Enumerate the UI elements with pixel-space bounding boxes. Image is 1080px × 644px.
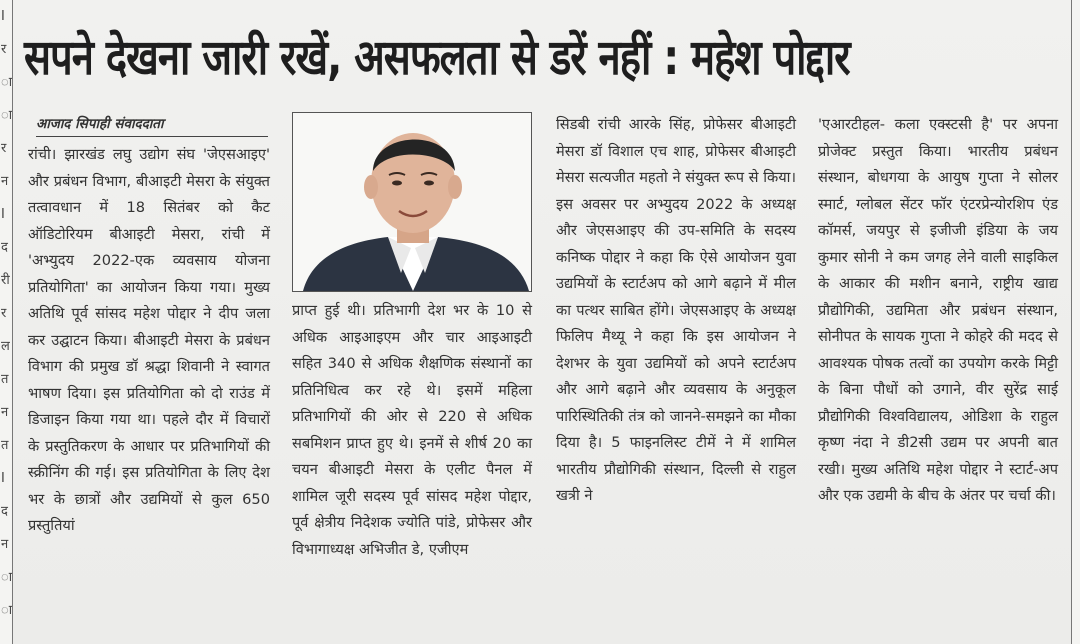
strip-glyph: द <box>1 240 8 255</box>
strip-glyph: ा <box>1 570 13 585</box>
strip-glyph: न <box>1 174 9 189</box>
adjacent-column-fragment <box>0 0 13 644</box>
strip-glyph: I <box>1 9 5 24</box>
strip-glyph: त <box>1 372 9 387</box>
right-margin-strip <box>1071 0 1080 644</box>
portrait-photo <box>292 112 532 292</box>
column-2-text: प्राप्त हुई थी। प्रतिभागी देश भर के 10 से अधिक आइआइएम और चार आइआइटी सहित 340 से अधिक शैक्षणिक संस्थानों का प्रतिनिधित्व कर रहे थे। इसमें महिला प्रतिभागियों की ओर से 220 से अधिक सबमिशन प्राप्त हुए थे। इनमें से शीर्ष 20 का चयन बीआइटी मेसरा के एलीट पैनल में शामिल जूरी सदस्य पूर्व सांसद महेश पोद्दार, पूर्व क्षेत्रीय निदेशक ज्योति पांडे, प्रोफेसर और विभागाध्यक्ष अभिजीत डे, एजीएम <box>292 302 532 558</box>
article-column-3 <box>556 112 796 510</box>
portrait-illustration <box>293 113 531 291</box>
strip-glyph: र <box>1 42 7 57</box>
column-3-text: सिडबी रांची आरके सिंह, प्रोफेसर बीआइटी मेसरा डॉ विशाल एच शाह, प्रोफेसर बीआइटी मेसरा सत्यजीत महतो ने संयुक्त रूप से किया। इस अवसर पर अभ्युदय 2022 के अध्यक्ष और जेएसआइए की उप-समिति के सदस्य कनिष्क पोद्दार ने कहा कि ऐसे आयोजन युवा उद्यमियों के स्टार्टअप को आगे बढ़ाने में मील का पत्थर साबित होंगे। जेएसआइए के अध्यक्ष फिलिप मैथ्यू ने कहा कि इस आयोजन ने देशभर के युवा उद्यमियों को अपने स्टार्टअप और आगे बढ़ाने और व्यवसाय के अनुकूल पारिस्थितिकी तंत्र को जानने-समझने का मौका दिया है। 5 फाइनलिस्ट टीमें ने में शामिल भारतीय प्रौद्योगिकी संस्थान, दिल्ली से राहुल खत्री ने <box>556 116 796 504</box>
strip-glyph: र <box>1 141 7 156</box>
strip-glyph: ा <box>1 108 13 123</box>
strip-glyph: ल <box>1 339 10 354</box>
article-column-2 <box>292 298 532 563</box>
article-column-1 <box>28 142 270 540</box>
column-1-text: रांची। झारखंड लघु उद्योग संघ 'जेएसआइए' और प्रबंधन विभाग, बीआइटी मेसरा के संयुक्त तत्वावधान में 18 सितंबर को कैट ऑडिटोरियम बीआइटी मेसरा, रांची में 'अभ्युदय 2022-एक व्यवसाय योजना प्रतियोगिता' का आयोजन किया गया। मुख्य अतिथि पूर्व सांसद महेश पोद्दार ने दीप जला कर उद्घाटन किया। बीआइटी मेसरा के प्रबंधन विभाग की प्रमुख डॉ श्रद्धा शिवानी ने स्वागत भाषण दिया। इस प्रतियोगिता को दो राउंड में डिजाइन किया गया था। पहले दौर में विचारों के प्रस्तुतिकरण के आधार पर प्रतिभागियों की स्क्रीनिंग की गई। इस प्रतियोगिता के लिए देश भर के छात्रों और उद्यमियों से कुल 650 प्रस्तुतियां <box>28 146 270 534</box>
strip-glyph: ा <box>1 75 13 90</box>
article-headline: सपने देखना जारी रखें, असफलता से डरें नहीं : महेश पोद्दार <box>24 29 850 87</box>
strip-glyph: री <box>1 273 10 288</box>
strip-glyph: ा <box>1 603 13 618</box>
strip-glyph: र <box>1 306 7 321</box>
strip-glyph: I <box>1 471 5 486</box>
article-column-4 <box>818 112 1058 510</box>
strip-glyph: न <box>1 405 9 420</box>
column-4-text: 'एआरटीहल- कला एक्स्टसी है' पर अपना प्रोजेक्ट प्रस्तुत किया। भारतीय प्रबंधन संस्थान, बोधगया के आयुष गुप्ता ने सोलर स्मार्ट, ग्लोबल सेंटर फॉर एंटरप्रेन्योरशिप एंड कॉमर्स, जयपुर से इजीजी इंडिया के जय कुमार सोनी ने कम जगह लेने वाली साइकिल के आकार की मशीन बनाने, राष्ट्रीय खाद्य प्रौद्योगिकी, उद्यमिता और प्रबंधन संस्थान, सोनीपत के सायक गुप्ता ने कोहरे की मदद से आवश्यक पोषक तत्वों का उपयोग करके मिट्टी के बिना पौधों को उगाने, वीर सुरेंद्र साई प्रौद्योगिकी विश्वविद्यालय, ओडिशा के राहुल कृष्ण नंदा ने डी2सी उद्यम पर अपनी बात रखी। मुख्य अतिथि महेश पोद्दार ने स्टार्ट-अप और एक उद्यमी के बीच के अंतर पर चर्चा की। <box>818 116 1058 504</box>
strip-glyph: न <box>1 537 9 552</box>
byline: आजाद सिपाही संवाददाता <box>36 112 268 137</box>
strip-glyph: त <box>1 438 9 453</box>
strip-glyph: I <box>1 207 5 222</box>
strip-glyph: द <box>1 504 8 519</box>
